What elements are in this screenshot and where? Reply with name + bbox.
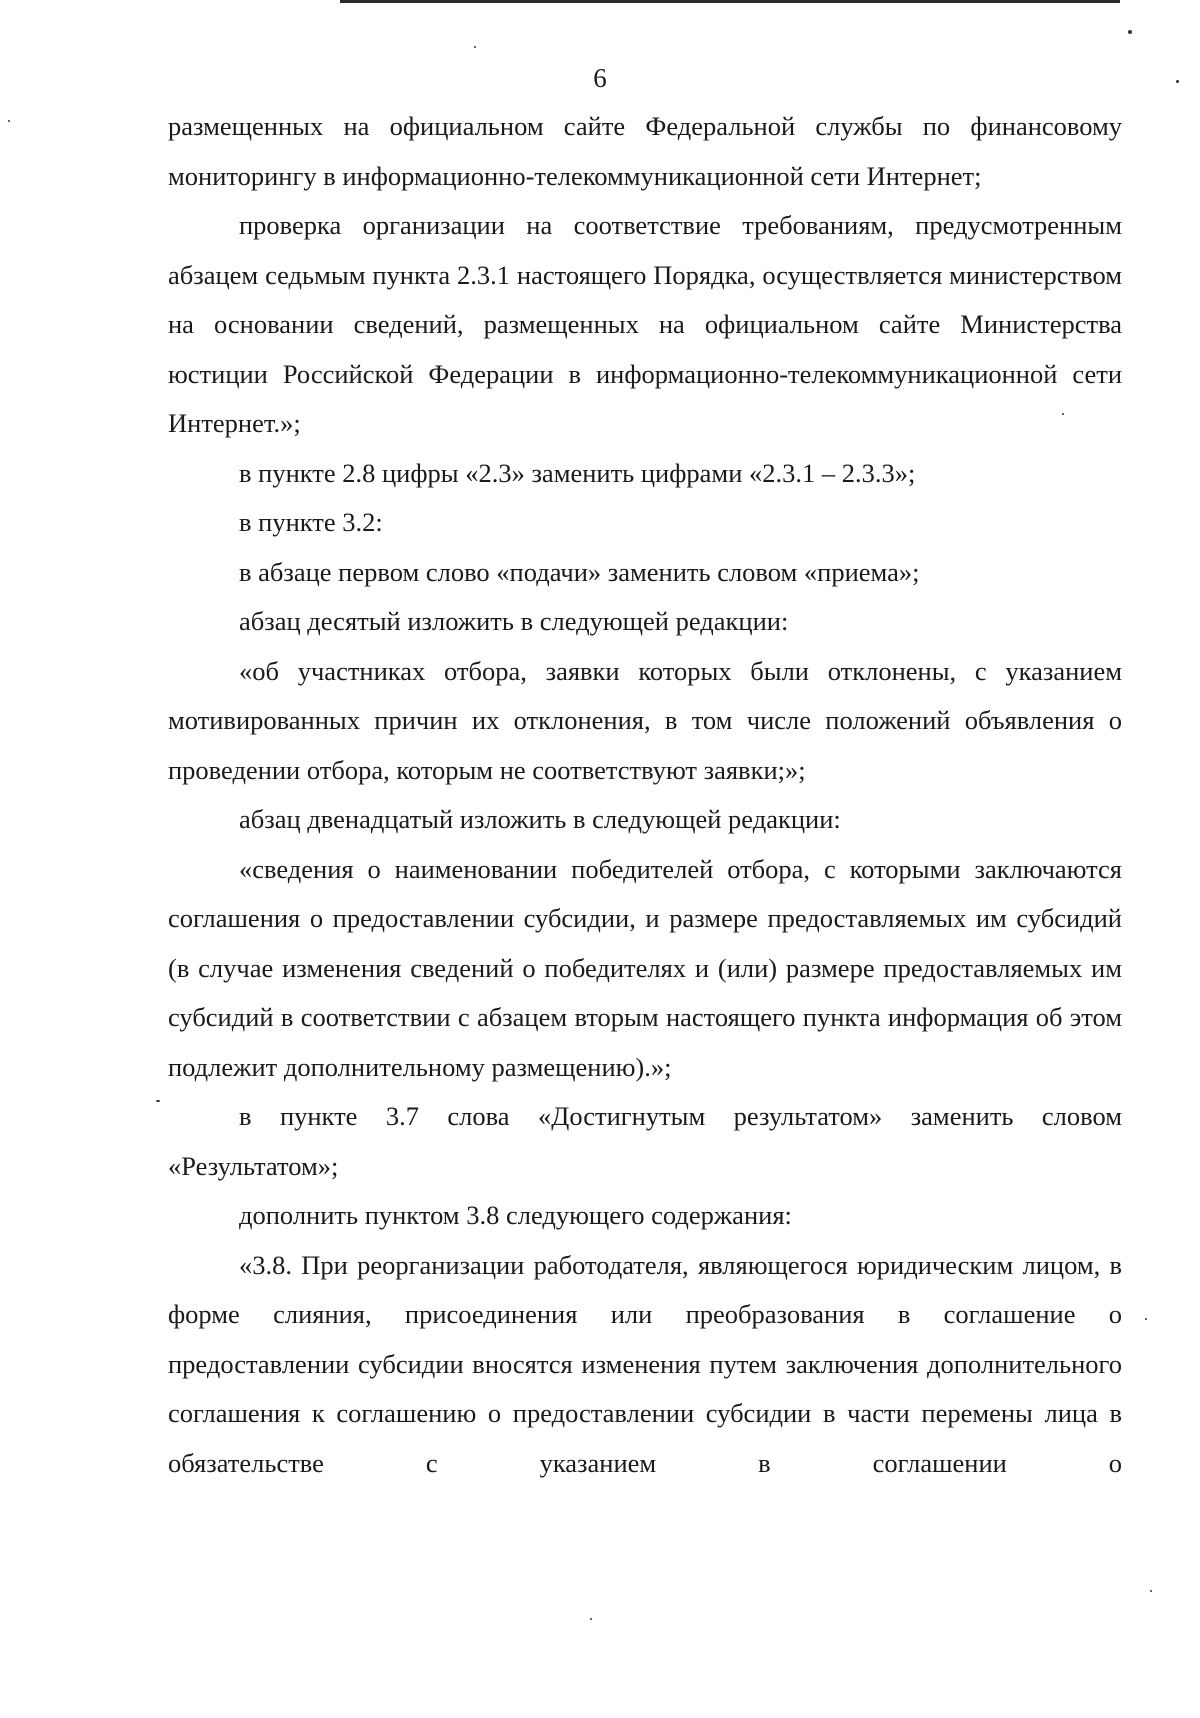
scan-speck [8, 120, 10, 122]
paragraph-10: в пункте 3.7 слова «Достигнутым результатом» заменить словом «Результатом»; [168, 1101, 1122, 1181]
document-body [168, 102, 1122, 1488]
paragraph-7: «об участниках отбора, заявки которых были отклонены, с указанием мотивированных причин их отклонения, в том числе положений объявления о проведении отбора, которым не соответствуют заявки;»; [168, 655, 1122, 785]
scan-speck [1062, 413, 1064, 415]
paragraph-11: дополнить пунктом 3.8 следующего содержания: [239, 1200, 792, 1230]
scan-speck [1176, 80, 1179, 83]
paragraph-5: в абзаце первом слово «подачи» заменить словом «приема»; [239, 556, 920, 587]
paragraph-2: проверка организации на соответствие требованиям, предусмотренным абзацем седьмым пункта 2.3.1 настоящего Порядка, осуществляется министерством на основании сведений, размещенных на официальном сайте Министерства юстиции Российской Федерации в информационно-телекоммуникационной сети Интернет.»; [168, 210, 1122, 438]
paragraph-9: «сведения о наименовании победителей отбора, с которыми заключаются соглашения о предоставлении субсидии, и размере предоставляемых им субсидий (в случае изменения сведений о победителях и (или) размере предоставляемых им субсидий в соответствии с абзацем вторым настоящего пункта информация об этом подлежит дополнительному размещению).»; [168, 853, 1122, 1082]
page-number: 6 [593, 63, 607, 93]
scan-speck [156, 1100, 160, 1102]
paragraph-12: «3.8. При реорганизации работодателя, являющегося юридическим лицом, в форме слияния, присоединения или преобразования в соглашение о предоставлении субсидии вносятся изменения путем заключения дополнительного соглашения к соглашению о предоставлении субсидии в части перемены лица в обязательстве с указанием в соглашении о [168, 1249, 1122, 1478]
paragraph-4: в пункте 3.2: [239, 507, 383, 537]
scan-speck [1145, 1318, 1147, 1320]
paragraph-8: абзац двенадцатый изложить в следующей редакции: [239, 804, 841, 834]
scan-speck [1128, 30, 1132, 34]
scan-top-edge [340, 0, 1120, 3]
paragraph-1: размещенных на официальном сайте Федеральной службы по финансовому мониторингу в информационно-телекоммуникационной сети Интернет; [168, 111, 1122, 191]
scan-speck [474, 46, 476, 48]
paragraph-3: в пункте 2.8 цифры «2.3» заменить цифрами «2.3.1 – 2.3.3»; [239, 457, 916, 488]
paragraph-6: абзац десятый изложить в следующей редакции: [239, 606, 789, 636]
scan-speck [590, 1618, 592, 1620]
scan-speck [1150, 1590, 1152, 1592]
